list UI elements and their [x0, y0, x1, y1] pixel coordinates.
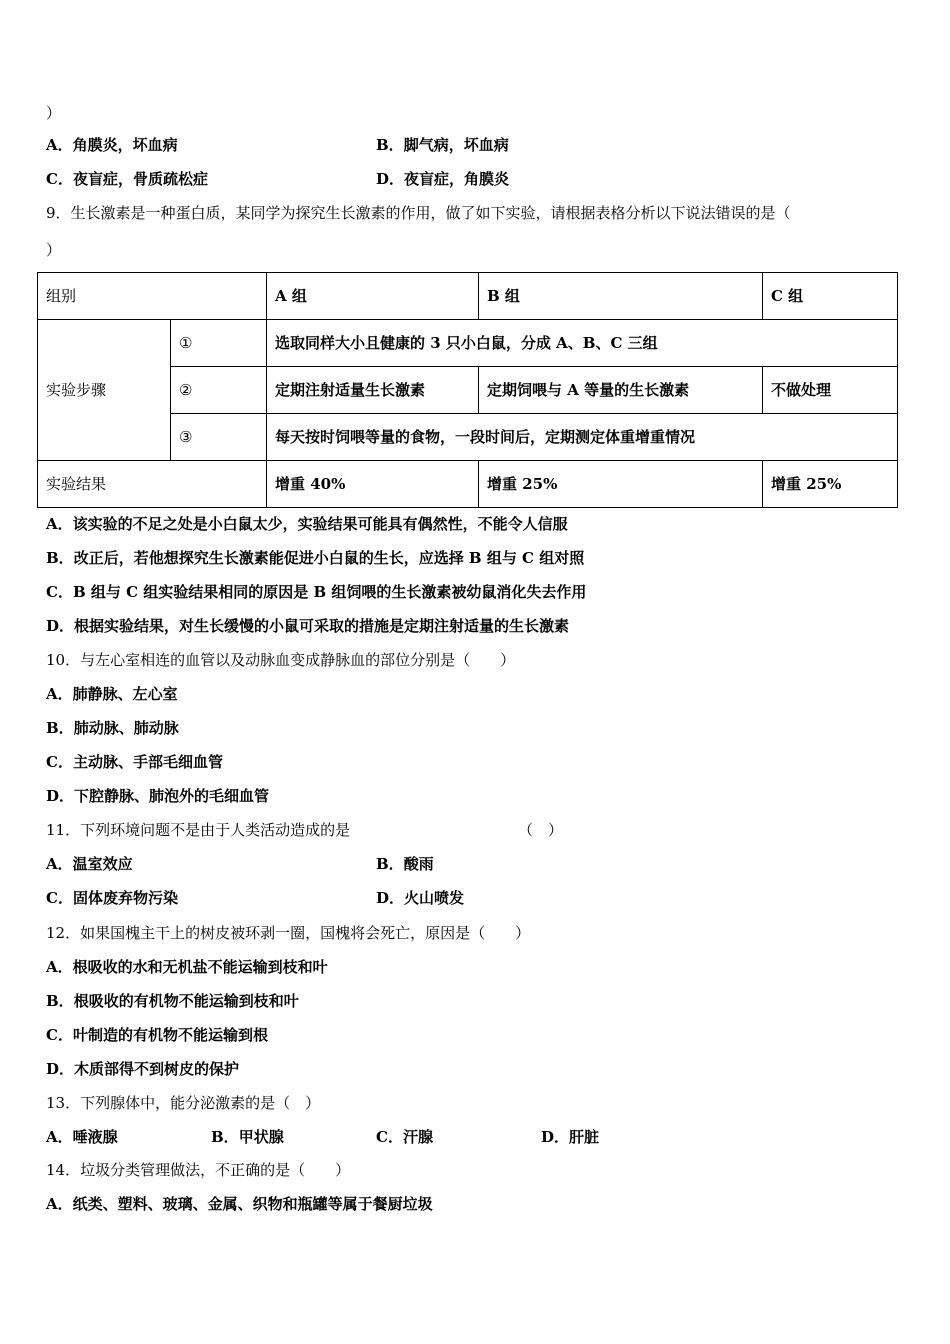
option-key: B．	[46, 992, 74, 1010]
option-key: B．	[376, 136, 404, 154]
option-text: 角膜炎，坏血病	[72, 136, 178, 154]
option-text: 甲状腺	[238, 1128, 284, 1146]
option-text: 该实验的不足之处是小白鼠太少，实验结果可能具有偶然性，不能令人信服	[72, 515, 568, 533]
result-a: 增重 40%	[267, 461, 479, 508]
q8-tail: ）	[46, 104, 62, 122]
steps-label: 实验步骤	[38, 320, 171, 461]
q12-stem: 12．如果国槐主干上的树皮被环剥一圈，国槐将会死亡，原因是（ ）	[46, 924, 531, 942]
option-key: D．	[541, 1128, 570, 1146]
option-key: C．	[46, 753, 73, 771]
option-key: C．	[46, 889, 73, 907]
option-key: A．	[46, 855, 73, 873]
option-text: 根吸收的有机物不能运输到枝和叶	[73, 992, 299, 1010]
q9-stem: 9．生长激素是一种蛋白质，某同学为探究生长激素的作用，做了如下实验，请根据表格分析以下说法错误的是（	[46, 204, 791, 222]
option-text: 叶制造的有机物不能运输到根	[72, 1026, 268, 1044]
q11-option-c	[46, 888, 178, 908]
experiment-table	[37, 272, 898, 508]
option-key: C．	[46, 170, 73, 188]
header-c: C 组	[763, 273, 898, 320]
q10-option-b	[46, 718, 179, 738]
q13-option-a	[46, 1127, 118, 1147]
table-row	[38, 273, 898, 320]
option-text: 肺静脉、左心室	[72, 685, 178, 703]
step-1-num: ①	[171, 320, 267, 367]
step-2-c: 不做处理	[763, 367, 898, 414]
q8-option-b	[376, 135, 509, 155]
q10-option-c	[46, 752, 223, 772]
q13-option-c	[376, 1127, 433, 1147]
q10-stem: 10．与左心室相连的血管以及动脉血变成静脉血的部位分别是（ ）	[46, 651, 516, 669]
q9-option-b	[46, 548, 584, 568]
table-row	[38, 320, 898, 367]
option-text: 温室效应	[72, 855, 133, 873]
option-key: B．	[46, 719, 74, 737]
option-key: A．	[46, 1128, 73, 1146]
q13-option-d	[541, 1127, 599, 1147]
header-a: A 组	[267, 273, 479, 320]
option-text: 肺动脉、肺动脉	[73, 719, 179, 737]
header-b: B 组	[479, 273, 763, 320]
q9-option-a	[46, 514, 568, 534]
option-key: B．	[376, 855, 404, 873]
option-text: 夜盲症，骨质疏松症	[72, 170, 208, 188]
table-row	[38, 461, 898, 508]
q11-stem: 11．下列环境问题不是由于人类活动造成的是	[46, 821, 351, 839]
q9-option-d	[46, 616, 569, 636]
q9-option-c	[46, 582, 586, 602]
option-key: A．	[46, 1195, 73, 1213]
q11-option-d	[376, 888, 464, 908]
result-b: 增重 25%	[479, 461, 763, 508]
option-text: 火山喷发	[404, 889, 465, 907]
option-key: D．	[46, 617, 75, 635]
option-text: 脚气病，坏血病	[403, 136, 509, 154]
option-key: A．	[46, 136, 73, 154]
q10-option-a	[46, 684, 178, 704]
step-3-num: ③	[171, 414, 267, 461]
q8-option-d	[376, 169, 509, 189]
option-text: 根吸收的水和无机盐不能运输到枝和叶	[72, 958, 328, 976]
q10-option-d	[46, 786, 269, 806]
option-text: 固体废弃物污染	[72, 889, 178, 907]
q12-option-c	[46, 1025, 268, 1045]
q12-option-a	[46, 957, 328, 977]
option-key: C．	[46, 1026, 73, 1044]
option-text: B 组与 C 组实验结果相同的原因是 B 组饲喂的生长激素被幼鼠消化失去作用	[72, 583, 587, 601]
q13-stem: 13．下列腺体中，能分泌激素的是（ ）	[46, 1094, 321, 1112]
q11-option-b	[376, 854, 434, 874]
option-text: 汗腺	[402, 1128, 433, 1146]
header-group: 组别	[38, 273, 267, 320]
option-text: 纸类、塑料、玻璃、金属、织物和瓶罐等属于餐厨垃圾	[72, 1195, 433, 1213]
option-text: 酸雨	[403, 855, 434, 873]
step-2-b: 定期饲喂与 A 等量的生长激素	[479, 367, 763, 414]
option-text: 夜盲症，角膜炎	[404, 170, 510, 188]
result-c: 增重 25%	[763, 461, 898, 508]
step-3-text: 每天按时饲喂等量的食物，一段时间后，定期测定体重增重情况	[267, 414, 898, 461]
option-key: D．	[46, 1060, 75, 1078]
option-text: 改正后，若他想探究生长激素能促进小白鼠的生长，应选择 B 组与 C 组对照	[73, 549, 585, 567]
q14-stem: 14．垃圾分类管理做法，不正确的是（ ）	[46, 1161, 351, 1179]
q11-answer-paren: （ ）	[518, 821, 564, 839]
q12-option-b	[46, 991, 299, 1011]
option-key: C．	[376, 1128, 403, 1146]
step-2-num: ②	[171, 367, 267, 414]
q14-option-a	[46, 1194, 433, 1214]
option-text: 根据实验结果，对生长缓慢的小鼠可采取的措施是定期注射适量的生长激素	[74, 617, 570, 635]
option-text: 下腔静脉、肺泡外的毛细血管	[74, 787, 270, 805]
q13-option-b	[211, 1127, 284, 1147]
step-2-a: 定期注射适量生长激素	[267, 367, 479, 414]
option-text: 主动脉、手部毛细血管	[72, 753, 223, 771]
result-label: 实验结果	[38, 461, 267, 508]
option-text: 唾液腺	[72, 1128, 118, 1146]
q12-option-d	[46, 1059, 239, 1079]
option-text: 肝脏	[569, 1128, 600, 1146]
option-key: A．	[46, 515, 73, 533]
option-text: 木质部得不到树皮的保护	[74, 1060, 240, 1078]
q9-tail: ）	[46, 241, 62, 259]
q8-option-a	[46, 135, 178, 155]
option-key: A．	[46, 685, 73, 703]
option-key: A．	[46, 958, 73, 976]
step-1-text: 选取同样大小且健康的 3 只小白鼠，分成 A、B、C 三组	[267, 320, 898, 367]
q11-option-a	[46, 854, 133, 874]
option-key: B．	[46, 549, 74, 567]
option-key: D．	[376, 889, 405, 907]
option-key: B．	[211, 1128, 239, 1146]
option-key: C．	[46, 583, 73, 601]
q8-option-c	[46, 169, 208, 189]
option-key: D．	[376, 170, 405, 188]
option-key: D．	[46, 787, 75, 805]
